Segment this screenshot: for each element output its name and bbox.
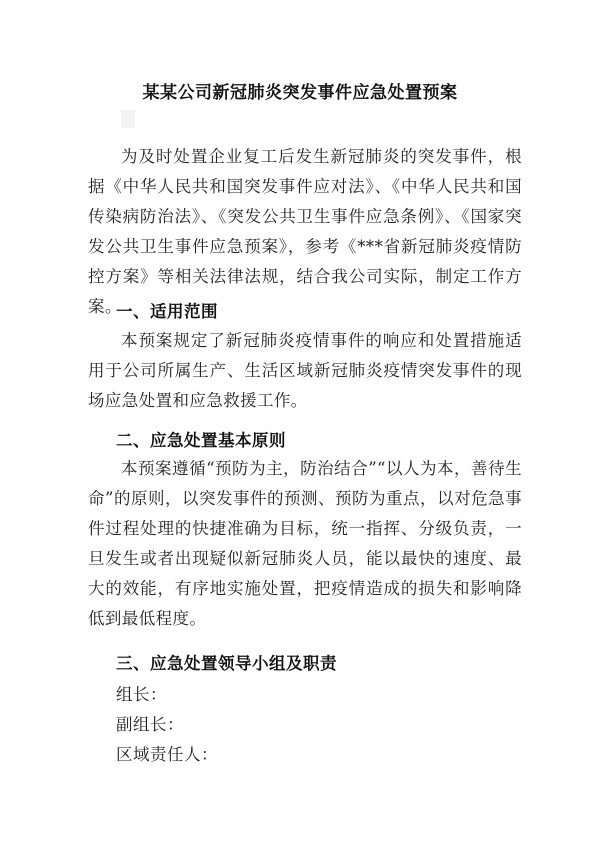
section-heading-leadership: 三、应急处置领导小组及职责 [116,654,337,673]
section-body-principles: 本预案遵循“预防为主，防治结合”“以人为本，善待生命”的原则，以突发事件的预测、预防为重点，以对危急事件过程处理的快捷准确为目标，统一指挥、分级负责，一旦发生或者出现疑似新冠肺炎人员，能以最快的速度、最大的效能，有序地实施处置，把疫情造成的损失和影响降低到最低程度。 [88,459,522,628]
intro-paragraph: 为及时处置企业复工后发生新冠肺炎的突发事件，根据《中华人民共和国突发事件应对法》、《中华人民共和国传染病防治法》、《突发公共卫生事件应急条例》、《国家突发公共卫生事件应急预案》，参考《***省新冠肺炎疫情防控方案》等相关法律法规，结合我公司实际，制定工作方案。 [88,147,522,316]
field-area-responsible: 区域责任人： [116,745,218,764]
section-heading-scope: 一、适用范围 [116,302,218,321]
section-body-scope: 本预案规定了新冠肺炎疫情事件的响应和处置措施适用于公司所属生产、生活区域新冠肺炎疫情突发事件的现场应急处置和应急救援工作。 [88,331,522,410]
field-deputy-leader: 副组长： [116,715,184,734]
field-team-leader: 组长： [116,685,167,704]
section-heading-principles: 二、应急处置基本原则 [116,431,286,450]
scan-artifact [121,110,135,128]
document-title: 某某公司新冠肺炎突发事件应急处置预案 [142,83,458,103]
